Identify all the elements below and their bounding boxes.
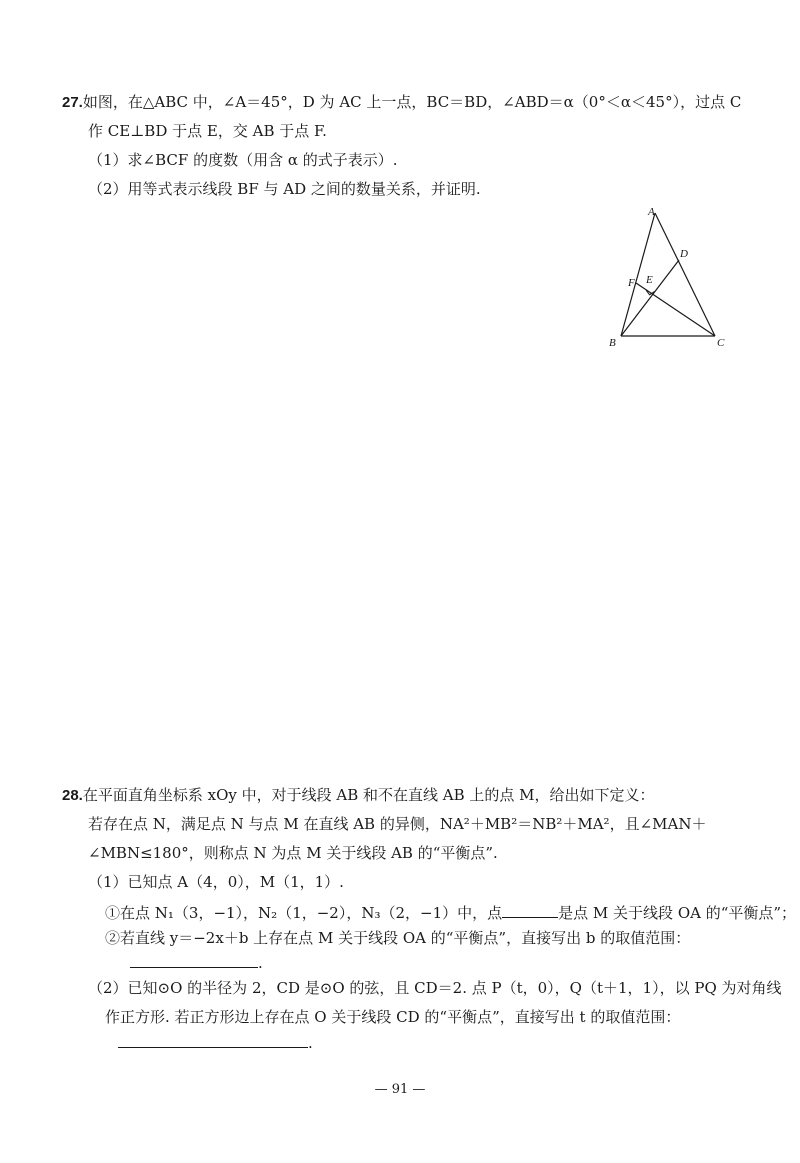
- label-a: A: [648, 206, 655, 218]
- q28-sub1-pre: ①在点 N₁（3，−1），N₂（1，−2），N₃（2，−1）中，点: [105, 904, 503, 922]
- segment-cf: [636, 283, 715, 336]
- q27-part1: （1）求∠BCF 的度数（用含 α 的式子表示）.: [88, 151, 398, 169]
- segment-ac: [655, 213, 715, 336]
- q28-sub2-end: .: [258, 954, 263, 972]
- answer-blank-2[interactable]: [130, 953, 258, 968]
- q27-part2: （2）用等式表示线段 BF 与 AD 之间的数量关系，并证明.: [88, 180, 481, 198]
- page-number: — 91 —: [374, 1082, 426, 1097]
- q28-sub2-answer-line: [130, 953, 263, 971]
- q28-stem-2: 若存在点 N，满足点 N 与点 M 在直线 AB 的异侧，NA²＋MB²＝NB²＋MA²，且∠MAN＋: [88, 815, 707, 833]
- answer-blank-1[interactable]: [502, 903, 558, 918]
- label-b: B: [609, 337, 616, 349]
- q28-stem-3: ∠MBN≤180°，则称点 N 为点 M 关于线段 AB 的“平衡点”.: [88, 844, 498, 862]
- label-d: D: [680, 248, 688, 260]
- q28-part2-line2: 作正方形. 若正方形边上存在点 O 关于线段 CD 的“平衡点”，直接写出 t 的取值范围：: [105, 1008, 681, 1026]
- q27-stem-2: 作 CE⊥BD 于点 E，交 AB 于点 F.: [88, 122, 327, 140]
- q27-line1: [62, 95, 741, 110]
- label-e: E: [646, 274, 653, 286]
- q28-number: 28.: [62, 787, 83, 804]
- label-f: F: [628, 277, 635, 289]
- q28-part1: （1）已知点 A（4，0），M（1，1）.: [88, 873, 344, 891]
- label-c: C: [717, 337, 725, 349]
- q28-sub1-post: 是点 M 关于线段 OA 的“平衡点”；: [558, 904, 797, 922]
- triangle-figure: [600, 200, 735, 350]
- q28-stem-1: 在平面直角坐标系 xOy 中，对于线段 AB 和不在直线 AB 上的点 M，给出如下定义：: [82, 786, 655, 804]
- answer-blank-3[interactable]: [118, 1033, 308, 1048]
- q28-sub1-line: [105, 903, 796, 921]
- q28-part2-answer-line: [118, 1033, 313, 1051]
- q28-line1: [62, 788, 655, 803]
- q27-stem-1: 如图，在△ABC 中，∠A＝45°，D 为 AC 上一点，BC＝BD，∠ABD＝α（0°＜α＜45°），过点 C: [82, 93, 742, 111]
- segment-bd: [621, 260, 679, 336]
- q28-part2-end: .: [308, 1034, 313, 1052]
- q28-part2-line1: （2）已知⊙O 的半径为 2，CD 是⊙O 的弦，且 CD＝2. 点 P（t，0），Q（t＋1，1），以 PQ 为对角线: [88, 979, 782, 997]
- q27-number: 27.: [62, 94, 83, 111]
- q28-sub2: ②若直线 y＝−2x＋b 上存在点 M 关于线段 OA 的“平衡点”，直接写出 b 的取值范围：: [105, 929, 691, 947]
